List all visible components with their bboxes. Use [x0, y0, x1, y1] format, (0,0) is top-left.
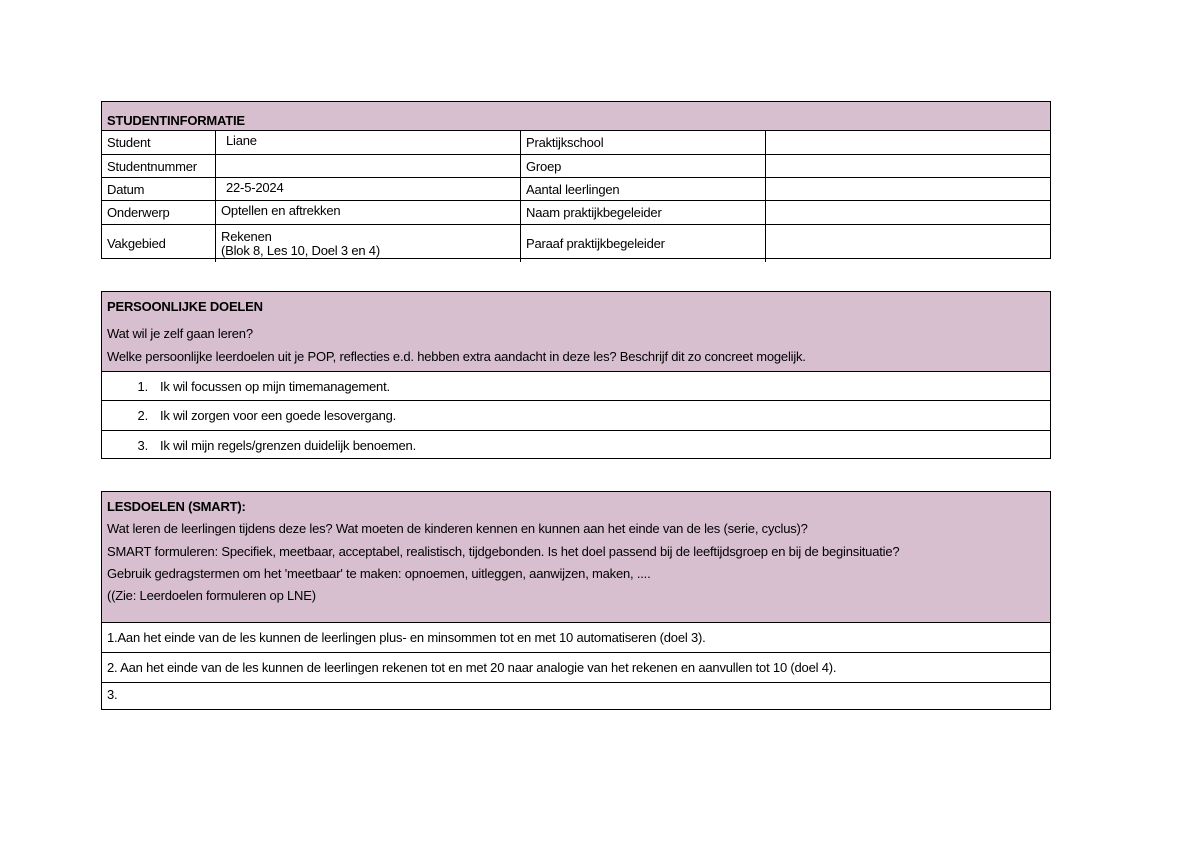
value-naam-praktijkbegeleider[interactable]	[766, 201, 1050, 224]
label-studentnummer: Studentnummer	[102, 155, 216, 177]
list-item-text: Ik wil focussen op mijn timemanagement.	[160, 378, 390, 394]
list-item-number: 3.	[137, 437, 148, 453]
lesson-goals-line3: Gebruik gedragstermen om het 'meetbaar' te maken: opnoemen, uitleggen, aanwijzen, maken, ....	[107, 566, 651, 581]
personal-goals-header	[102, 292, 1050, 371]
list-item[interactable]	[102, 622, 1050, 652]
table-row	[102, 224, 1050, 262]
value-onderwerp[interactable]: Optellen en aftrekken	[216, 201, 521, 224]
list-item-number: 2.	[137, 408, 148, 423]
lesson-goals-line1: Wat leren de leerlingen tijdens deze les? Wat moeten de kinderen kennen en kunnen aan het einde van de les (serie, cyclus)?	[107, 521, 808, 536]
label-vakgebied: Vakgebied	[102, 225, 216, 262]
lesson-goals-header	[102, 492, 1050, 622]
label-datum: Datum	[102, 178, 216, 200]
value-aantal-leerlingen[interactable]	[766, 178, 1050, 200]
value-praktijkschool[interactable]	[766, 131, 1050, 154]
personal-goals-section	[101, 291, 1051, 459]
label-paraaf-praktijkbegeleider: Paraaf praktijkbegeleider	[521, 225, 766, 262]
student-info-table	[101, 101, 1051, 259]
list-item[interactable]	[102, 400, 1050, 430]
list-item-text: 3.	[107, 687, 118, 702]
list-item[interactable]	[102, 682, 1050, 710]
vakgebied-value-line2: (Blok 8, Les 10, Doel 3 en 4)	[221, 242, 380, 258]
value-studentnummer[interactable]	[216, 155, 521, 177]
list-item[interactable]	[102, 430, 1050, 459]
value-groep[interactable]	[766, 155, 1050, 177]
lesson-goals-section	[101, 491, 1051, 710]
value-student[interactable]: Liane	[216, 131, 521, 154]
lesson-goals-line2: SMART formuleren: Specifiek, meetbaar, acceptabel, realistisch, tijdgebonden. Is het doel passend bij de leeftijdsgroep en bij de beginsituatie?	[107, 544, 900, 559]
label-groep: Groep	[521, 155, 766, 177]
table-row	[102, 200, 1050, 224]
value-paraaf-praktijkbegeleider[interactable]	[766, 225, 1050, 262]
personal-goals-title: PERSOONLIJKE DOELEN	[107, 299, 263, 314]
lesson-goals-title: LESDOELEN (SMART):	[107, 499, 246, 514]
list-item-text: Ik wil zorgen voor een goede lesovergang.	[160, 408, 397, 423]
label-student: Student	[102, 131, 216, 154]
table-row	[102, 177, 1050, 200]
personal-goals-question2: Welke persoonlijke leerdoelen uit je POP, reflecties e.d. hebben extra aandacht in deze les? Beschrijf dit zo concreet mogelijk.	[107, 349, 806, 364]
personal-goals-question1: Wat wil je zelf gaan leren?	[107, 326, 253, 341]
value-datum[interactable]: 22-5-2024	[216, 178, 521, 200]
list-item-text: 1.Aan het einde van de les kunnen de leerlingen plus- en minsommen tot en met 10 automatiseren (doel 3).	[107, 630, 706, 645]
lesson-goals-line4: ((Zie: Leerdoelen formuleren op LNE)	[107, 588, 316, 603]
label-onderwerp: Onderwerp	[102, 201, 216, 224]
list-item[interactable]	[102, 371, 1050, 400]
label-aantal-leerlingen: Aantal leerlingen	[521, 178, 766, 200]
label-naam-praktijkbegeleider: Naam praktijkbegeleider	[521, 201, 766, 224]
list-item-text: 2. Aan het einde van de les kunnen de leerlingen rekenen tot en met 20 naar analogie van het rekenen en aanvullen tot 10 (doel 4).	[107, 660, 837, 675]
value-vakgebied[interactable]	[216, 225, 521, 262]
vakgebied-value-line1: Rekenen	[221, 228, 272, 244]
student-info-header	[102, 102, 1050, 130]
table-row	[102, 130, 1050, 154]
list-item-text: Ik wil mijn regels/grenzen duidelijk benoemen.	[160, 437, 416, 453]
table-row	[102, 154, 1050, 177]
label-praktijkschool: Praktijkschool	[521, 131, 766, 154]
list-item-number: 1.	[137, 378, 148, 394]
student-info-title: STUDENTINFORMATIE	[107, 113, 245, 128]
list-item[interactable]	[102, 652, 1050, 682]
